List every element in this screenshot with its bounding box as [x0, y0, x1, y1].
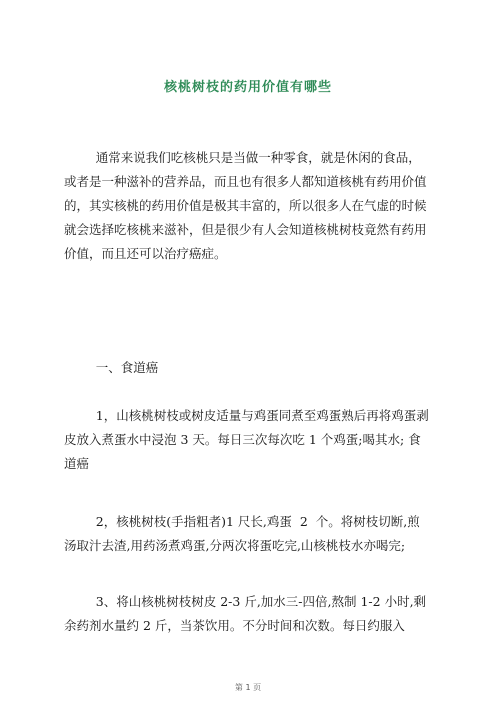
- section-heading-esophageal-cancer: 一、食道癌: [64, 360, 159, 375]
- remedy-paragraph-3: 3、将山核桃树枝树皮 2-3 斤,加水三-四倍,熬制 1-2 小时,剩余药剂水量约 2 斤，当茶饮用。不分时间和次数。每日约服入: [64, 594, 427, 633]
- document-title: 核桃树枝的药用价值有哪些: [163, 80, 332, 95]
- intro-paragraph: 通常来说我们吃核桃只是当做一种零食，就是休闲的食品，或者是一种滋补的营养品，而且也有很多人都知道核桃有药用价值的，其实核桃的药用价值是极其丰富的，所以很多人在气虚的时候就会选择吃核桃来滋补，但是很少有人会知道核桃树枝竟然有药用价值，而且还可以治疗癌症。: [64, 150, 427, 261]
- remedy-paragraph-1: 1，山核桃树枝或树皮适量与鸡蛋同煮至鸡蛋熟后再将鸡蛋剥皮放入煮蛋水中浸泡 3 天。每日三次每次吃 1 个鸡蛋;喝其水; 食道癌: [64, 408, 429, 471]
- remedy-paragraph-2: 2，核桃树枝(手指粗者)1 尺长,鸡蛋 2 个。将树枝切断,煎汤取汁去渣,用药汤煮鸡蛋,分两次将蛋吃完,山核桃枝水亦喝完;: [64, 514, 420, 553]
- page-number: 第 1 页: [234, 683, 262, 692]
